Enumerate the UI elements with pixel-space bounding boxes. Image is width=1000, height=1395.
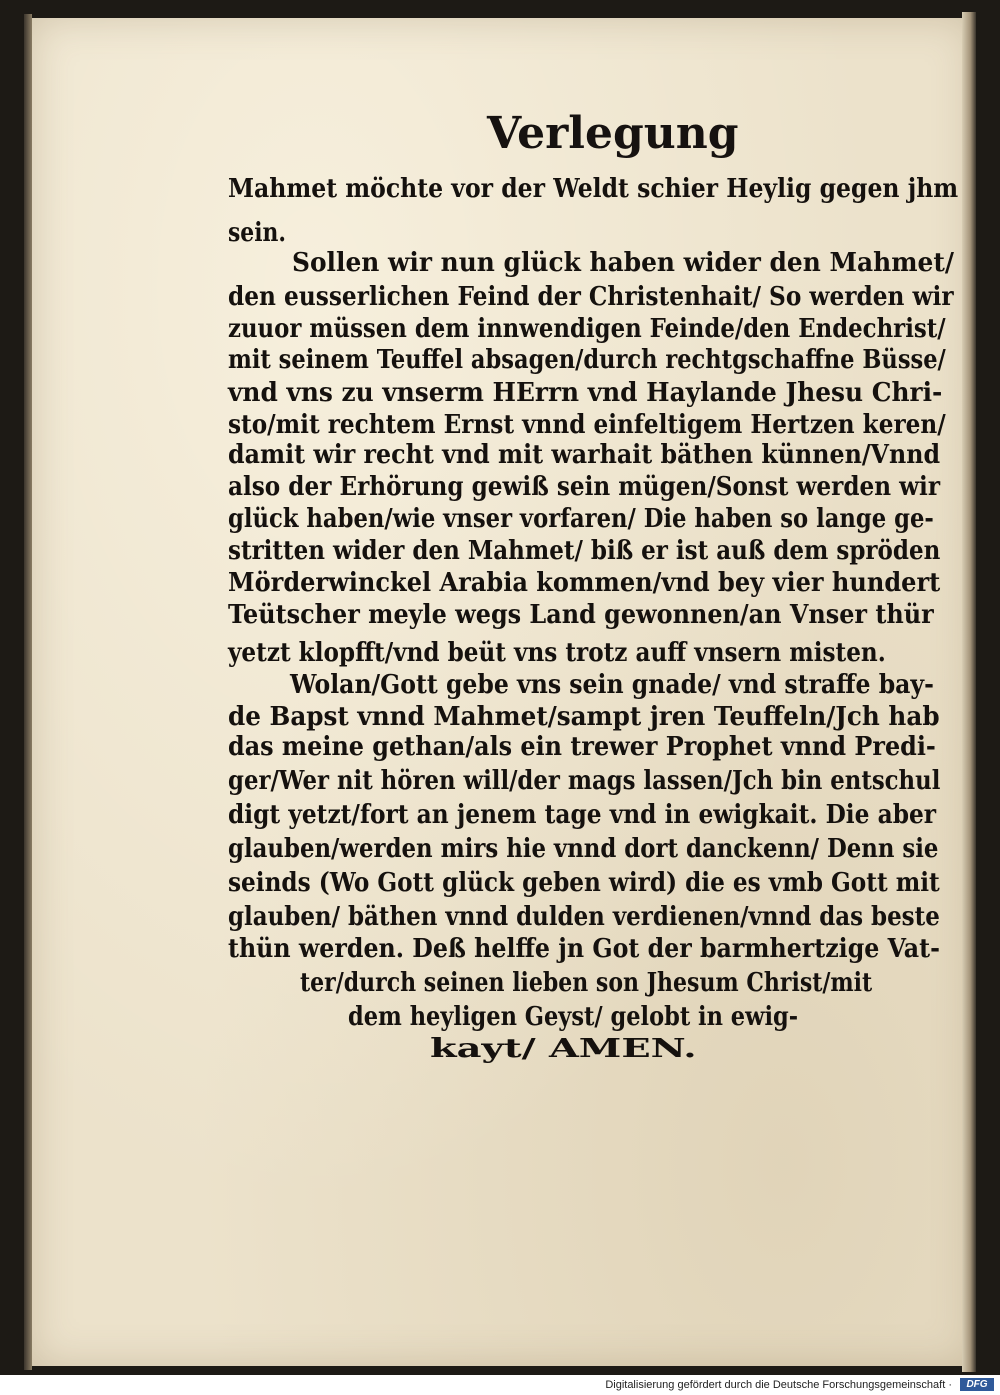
text-line: Teütscher meyle wegs Land gewonnen/an Vnser thür xyxy=(228,600,934,630)
text-line: sein. xyxy=(228,218,287,248)
text-line: yetzt klopfft/vnd beüt vns trotz auff vnsern misten. xyxy=(228,638,886,668)
page-fore-edge xyxy=(962,12,976,1372)
text-line: stritten wider den Mahmet/ biß er ist auß dem spröden xyxy=(228,536,941,566)
text-line: also der Erhörung gewiß sein mügen/Sonst werden wir xyxy=(228,472,941,502)
text-line: Wolan/Gott gebe vns sein gnade/ vnd straffe bay- xyxy=(290,670,934,700)
text-line: den eusserlichen Feind der Christenhait/ So werden wir xyxy=(228,282,954,312)
page-binding-edge xyxy=(24,14,32,1370)
text-line: glauben/werden mirs hie vnnd dort danckenn/ Denn sie xyxy=(228,834,939,864)
text-line: digt yetzt/fort an jenem tage vnd in ewigkait. Die aber xyxy=(228,800,937,830)
text-line: seinds (Wo Gott glück geben wird) die es vmb Gott mit xyxy=(228,868,940,898)
text-line: zuuor müssen dem innwendigen Feinde/den Endechrist/ xyxy=(228,314,946,344)
text-line: Sollen wir nun glück haben wider den Mahmet/ xyxy=(292,248,954,278)
dfg-logo: DFG xyxy=(960,1378,994,1391)
text-line: vnd vns zu vnserm HErrn vnd Haylande Jhesu Chri- xyxy=(228,378,943,408)
text-line: dem heyligen Geyst/ gelobt in ewig- xyxy=(348,1002,799,1032)
text-line: mit seinem Teuffel absagen/durch rechtgschaffne Büsse/ xyxy=(228,345,946,375)
text-line: Mahmet möchte vor der Weldt schier Heylig gegen jhm xyxy=(228,174,959,204)
text-line: damit wir recht vnd mit warhait bäthen künnen/Vnnd xyxy=(228,440,941,470)
text-line: Mörderwinckel Arabia kommen/vnd bey vier hundert xyxy=(228,568,941,598)
running-header: Verlegung xyxy=(487,108,739,159)
text-line: ger/Wer nit hören will/der mags lassen/Jch bin entschul xyxy=(228,766,941,796)
text-line: ter/durch seinen lieben son Jhesum Christ/mit xyxy=(300,968,873,998)
text-line: de Bapst vnnd Mahmet/sampt jren Teuffeln/Jch hab xyxy=(228,702,940,732)
text-line: kayt/ AMEN. xyxy=(430,1034,697,1064)
funding-notice: Digitalisierung gefördert durch die Deutsche Forschungsgemeinschaft · xyxy=(605,1379,952,1391)
text-line: glauben/ bäthen vnnd dulden verdienen/vnnd das beste xyxy=(228,902,940,932)
text-line: sto/mit rechtem Ernst vnnd einfeltigem Hertzen keren/ xyxy=(228,410,946,440)
text-line: das meine gethan/als ein trewer Prophet vnnd Predi- xyxy=(228,732,936,762)
text-line: thün werden. Deß helffe jn Got der barmhertzige Vat- xyxy=(228,934,940,964)
text-line: glück haben/wie vnser vorfaren/ Die haben so lange ge- xyxy=(228,504,934,534)
